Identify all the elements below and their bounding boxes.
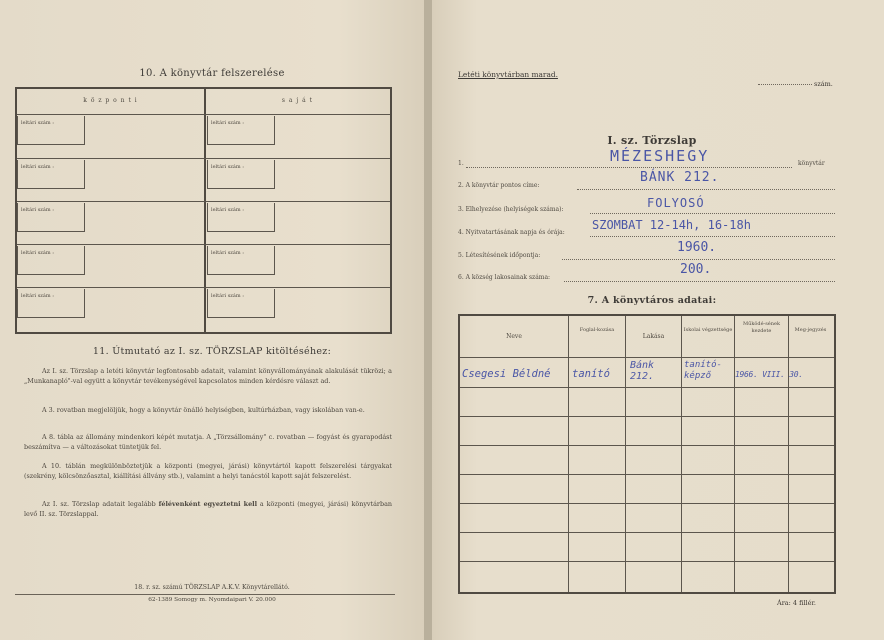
th-megjegyzes: Meg-jegyzés	[794, 327, 827, 333]
footer-rule	[15, 594, 395, 595]
row-line	[460, 503, 834, 504]
row-line	[460, 445, 834, 446]
field-label-4: 4. Nyitvatartásának napja és órája:	[458, 229, 565, 236]
field-value-6: 200.	[680, 262, 712, 277]
row-line	[460, 561, 834, 562]
leltar-label: leltári szám :	[21, 207, 54, 213]
konyvtar-suffix: könyvtár	[798, 160, 825, 167]
cell-education: tanító-képző	[684, 360, 722, 381]
row-line	[460, 387, 834, 388]
row-line	[460, 416, 834, 417]
field-value-4: SZOMBAT 12-14h, 16-18h	[592, 218, 751, 232]
instruction-paragraph-5	[24, 500, 392, 519]
th-neve: Neve	[506, 333, 522, 340]
instruction-paragraph-4: A 10. táblán megkülönböztetjük a központi (megyei, járási) könyvtártól kapott felszerelési tárgyakat (szekrény, kölcsönzőasztal, kiállítási állvány stb.), valamint a helyi tanácstól kapott saját felszerelést.	[24, 462, 392, 480]
instruction-paragraph-3: A 8. tábla az állomány mindenkori képét mutatja. A „Törzsállomány" c. rovatban — fogyást és gyarapodást beszámítva — a változásokat tüntetjük fel.	[24, 433, 392, 451]
field-value-1: MÉZESHEGY	[610, 147, 710, 165]
field-label-2: 2. A könyvtár pontos címe:	[458, 182, 540, 189]
th-iskolai: Iskolai végzettsége	[683, 327, 733, 333]
cell-name: Csegesi Béldné	[462, 368, 551, 380]
field-line-5	[562, 259, 835, 260]
right-page	[432, 0, 884, 640]
field-value-3: FOLYOSÓ	[647, 196, 705, 210]
leltar-label: leltári szám :	[211, 250, 244, 256]
leltar-label: leltári szám :	[21, 164, 54, 170]
librarian-table	[458, 314, 836, 594]
leltar-label: leltári szám :	[211, 164, 244, 170]
szam-dots	[758, 84, 812, 85]
field-value-2: BÁNK 212.	[640, 170, 720, 185]
col-kozponti: k ö z p o n t i	[83, 97, 138, 104]
cell-start-date: 1966. VIII. 30.	[735, 370, 803, 379]
leltar-label: leltári szám :	[21, 250, 54, 256]
field-label-3: 3. Elhelyezése (helyiségek száma):	[458, 206, 564, 213]
field-line-3	[590, 213, 835, 214]
row-line	[17, 244, 390, 245]
para5-part2: a központi (megyei, járási) könyvtárban levő II. sz. Törzslappal.	[24, 500, 392, 518]
th-lakasa: Lakása	[642, 333, 665, 340]
section10-title: 10. A könyvtár felszerelése	[139, 68, 285, 79]
para5-part1: Az I. sz. Törzslap adatait legalább	[42, 500, 159, 508]
header-line	[460, 357, 834, 358]
instruction-paragraph-1: Az I. sz. Törzslap a letéti könyvtár legfontosabb adatait, valamint könyvállományának alakulását tükrözi; a „Munkanapló"-val együtt a könyvtár tevékenységével kapcsolatos minden kérdésre választ ad.	[24, 367, 392, 385]
equipment-header-line	[17, 114, 390, 115]
equipment-col-divider	[204, 89, 206, 332]
row-line	[460, 474, 834, 475]
left-page	[0, 0, 424, 640]
row-line	[17, 287, 390, 288]
printer-footer: 62-1389 Somogy m. Nyomdaipari V. 20.000	[148, 597, 276, 603]
torzslap-title: I. sz. Törzslap	[607, 134, 697, 147]
leltar-label: leltári szám :	[211, 293, 244, 299]
field-label-1: 1.	[458, 160, 464, 167]
row-line	[17, 158, 390, 159]
form-footer: 18. r. sz. számú TÖRZSLAP A.K.V. Könyvtárellátó.	[134, 584, 290, 591]
field-value-5: 1960.	[677, 240, 717, 255]
leltar-label: leltári szám :	[21, 120, 54, 126]
field-line-1	[466, 167, 792, 168]
leltar-label: leltári szám :	[211, 120, 244, 126]
bold-phrase: félévenként egyeztetni kell	[158, 500, 258, 508]
col-sajat: s a j á t	[281, 97, 314, 104]
price-label: Ára: 4 fillér.	[777, 599, 816, 607]
leteti-note: Letéti könyvtárban marad.	[458, 70, 558, 79]
szam-label: szám.	[814, 80, 833, 88]
leltar-label: leltári szám :	[21, 293, 54, 299]
th-mukodes: Működé-sének kezdete	[743, 321, 780, 334]
row-line	[17, 201, 390, 202]
field-line-6	[564, 281, 835, 282]
leltar-label: leltári szám :	[211, 207, 244, 213]
field-line-2	[577, 189, 835, 190]
section11-title: 11. Útmutató az I. sz. TÖRZSLAP kitöltéséhez:	[92, 346, 332, 357]
spine	[424, 0, 432, 640]
field-label-6: 6. A község lakosainak száma:	[458, 274, 551, 281]
section7-title: 7. A könyvtáros adatai:	[587, 295, 717, 306]
row-line	[460, 532, 834, 533]
instruction-paragraph-2: A 3. rovatban megjelöljük, hogy a könyvtár önálló helyiségben, kultúrházban, vagy iskolában van-e.	[42, 406, 365, 414]
th-foglalkozasa: Foglal-kozása	[579, 327, 615, 333]
field-label-5: 5. Létesítésének időpontja:	[458, 252, 541, 259]
field-line-4	[590, 236, 835, 237]
cell-address: Bánk 212.	[630, 360, 655, 382]
cell-occupation: tanító	[572, 368, 610, 380]
